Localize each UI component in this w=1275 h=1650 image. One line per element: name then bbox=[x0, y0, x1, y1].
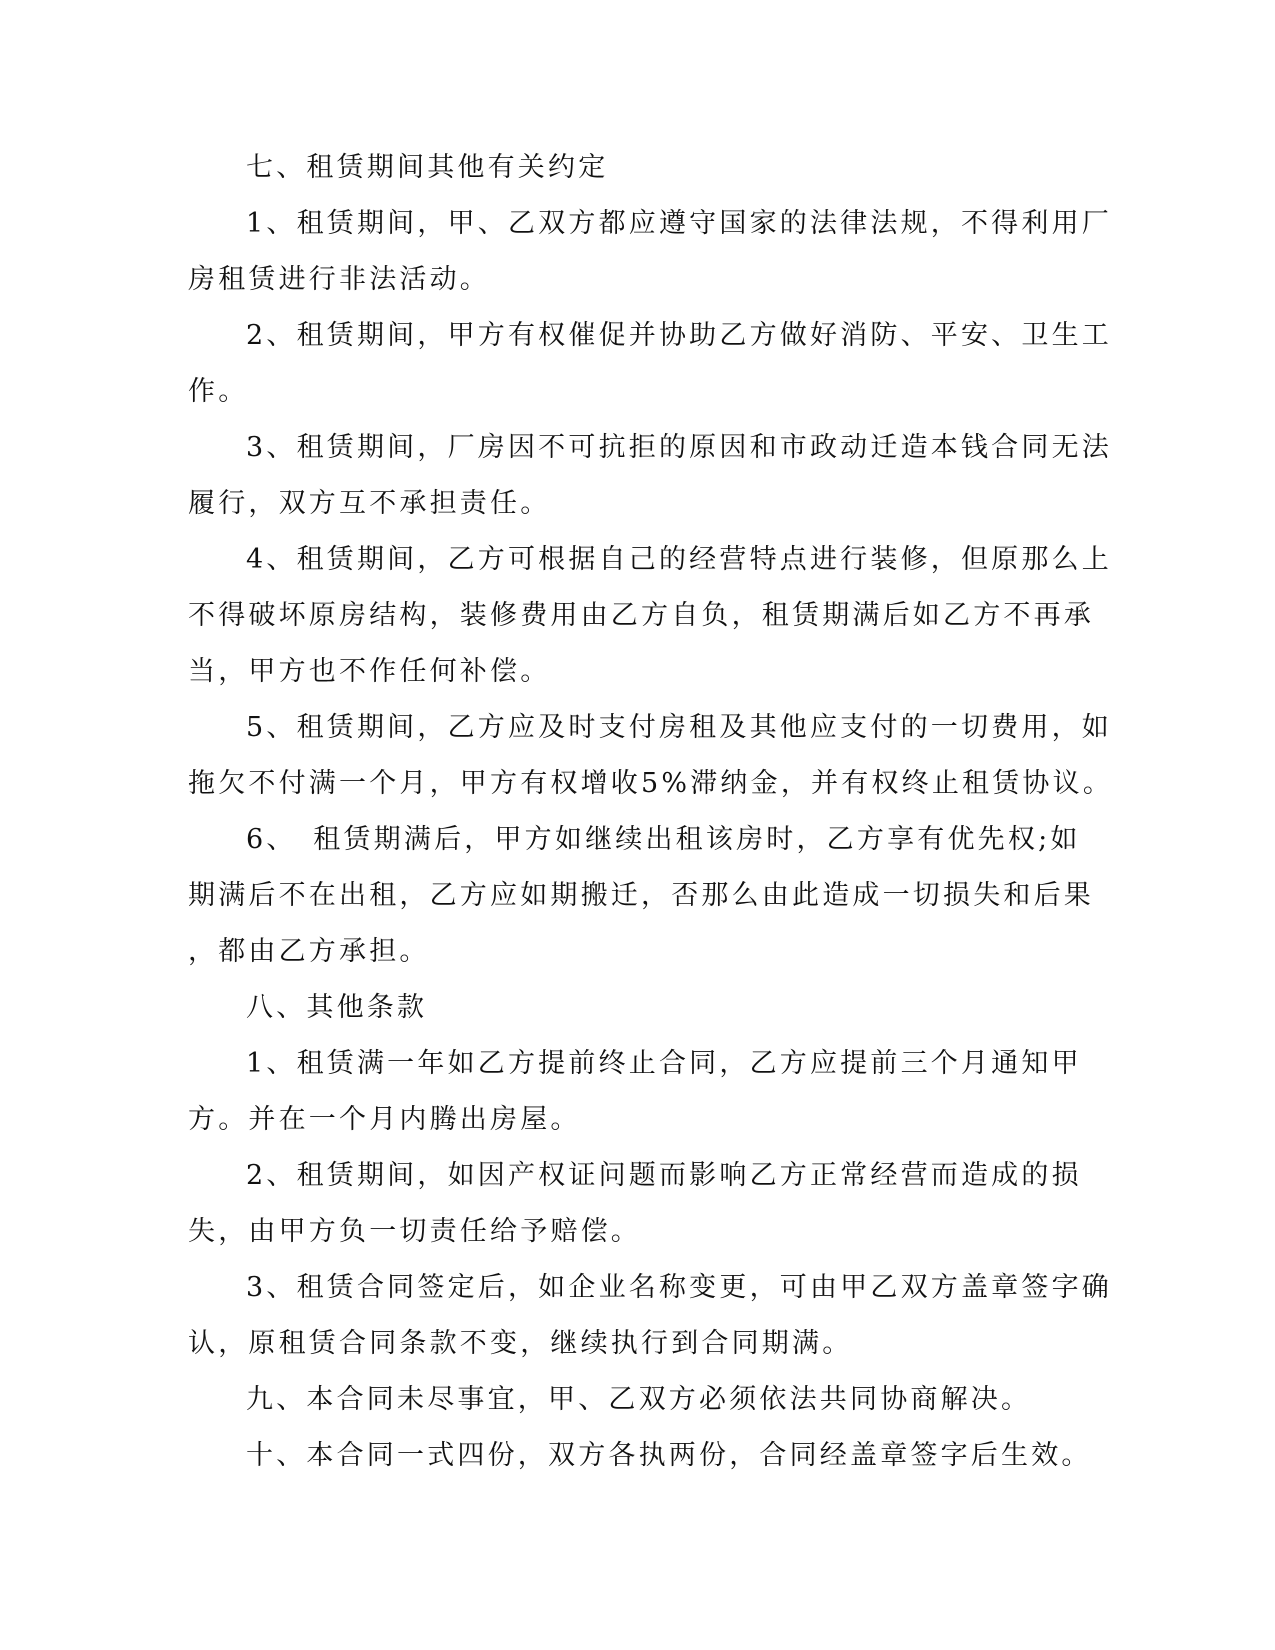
clause-7-4-line-1: 4、租赁期间，乙方可根据自己的经营特点进行装修，但原那么上 bbox=[246, 544, 1112, 575]
clause-8-1-line-1: 1、租赁满一年如乙方提前终止合同，乙方应提前三个月通知甲 bbox=[246, 1048, 1082, 1079]
clause-8-1-line-2: 方。并在一个月内腾出房屋。 bbox=[188, 1104, 581, 1135]
clause-8-2-line-2: 失，由甲方负一切责任给予赔偿。 bbox=[188, 1216, 641, 1247]
document-body bbox=[188, 140, 1114, 1484]
clause-7-1-line-2: 房租赁进行非法活动。 bbox=[188, 264, 490, 295]
section-heading-8: 八、其他条款 bbox=[246, 992, 428, 1023]
clause-7-5-line-1: 5、租赁期间，乙方应及时支付房租及其他应支付的一切费用，如 bbox=[246, 712, 1112, 743]
section-heading-9: 九、本合同未尽事宜，甲、乙双方必须依法共同协商解决。 bbox=[246, 1384, 1032, 1415]
section-heading-10: 十、本合同一式四份，双方各执两份，合同经盖章签字后生效。 bbox=[246, 1440, 1092, 1471]
clause-8-3-line-2: 认，原租赁合同条款不变，继续执行到合同期满。 bbox=[188, 1328, 853, 1359]
clause-7-6-line-2: 期满后不在出租，乙方应如期搬迁，否那么由此造成一切损失和后果 bbox=[188, 880, 1094, 911]
clause-8-2-line-1: 2、租赁期间，如因产权证问题而影响乙方正常经营而造成的损 bbox=[246, 1160, 1082, 1191]
clause-7-4-line-2: 不得破坏原房结构，装修费用由乙方自负，租赁期满后如乙方不再承 bbox=[188, 600, 1094, 631]
clause-7-1-line-1: 1、租赁期间，甲、乙双方都应遵守国家的法律法规，不得利用厂 bbox=[246, 208, 1112, 239]
clause-7-5-line-2: 拖欠不付满一个月，甲方有权增收5%滞纳金，并有权终止租赁协议。 bbox=[188, 768, 1114, 799]
clause-8-3-line-1: 3、租赁合同签定后，如企业名称变更，可由甲乙双方盖章签字确 bbox=[246, 1272, 1112, 1303]
clause-7-4-line-3: 当，甲方也不作任何补偿。 bbox=[188, 656, 551, 687]
clause-7-3-line-1: 3、租赁期间，厂房因不可抗拒的原因和市政动迁造本钱合同无法 bbox=[246, 432, 1112, 463]
clause-7-6-line-3: ，都由乙方承担。 bbox=[188, 936, 430, 967]
clause-7-2-line-2: 作。 bbox=[188, 376, 249, 407]
section-heading-7: 七、租赁期间其他有关约定 bbox=[246, 152, 609, 183]
clause-7-3-line-2: 履行，双方互不承担责任。 bbox=[188, 488, 551, 519]
clause-7-6-line-1: 6、 租赁期满后，甲方如继续出租该房时，乙方享有优先权;如 bbox=[246, 824, 1081, 855]
clause-7-2-line-1: 2、租赁期间，甲方有权催促并协助乙方做好消防、平安、卫生工 bbox=[246, 320, 1112, 351]
